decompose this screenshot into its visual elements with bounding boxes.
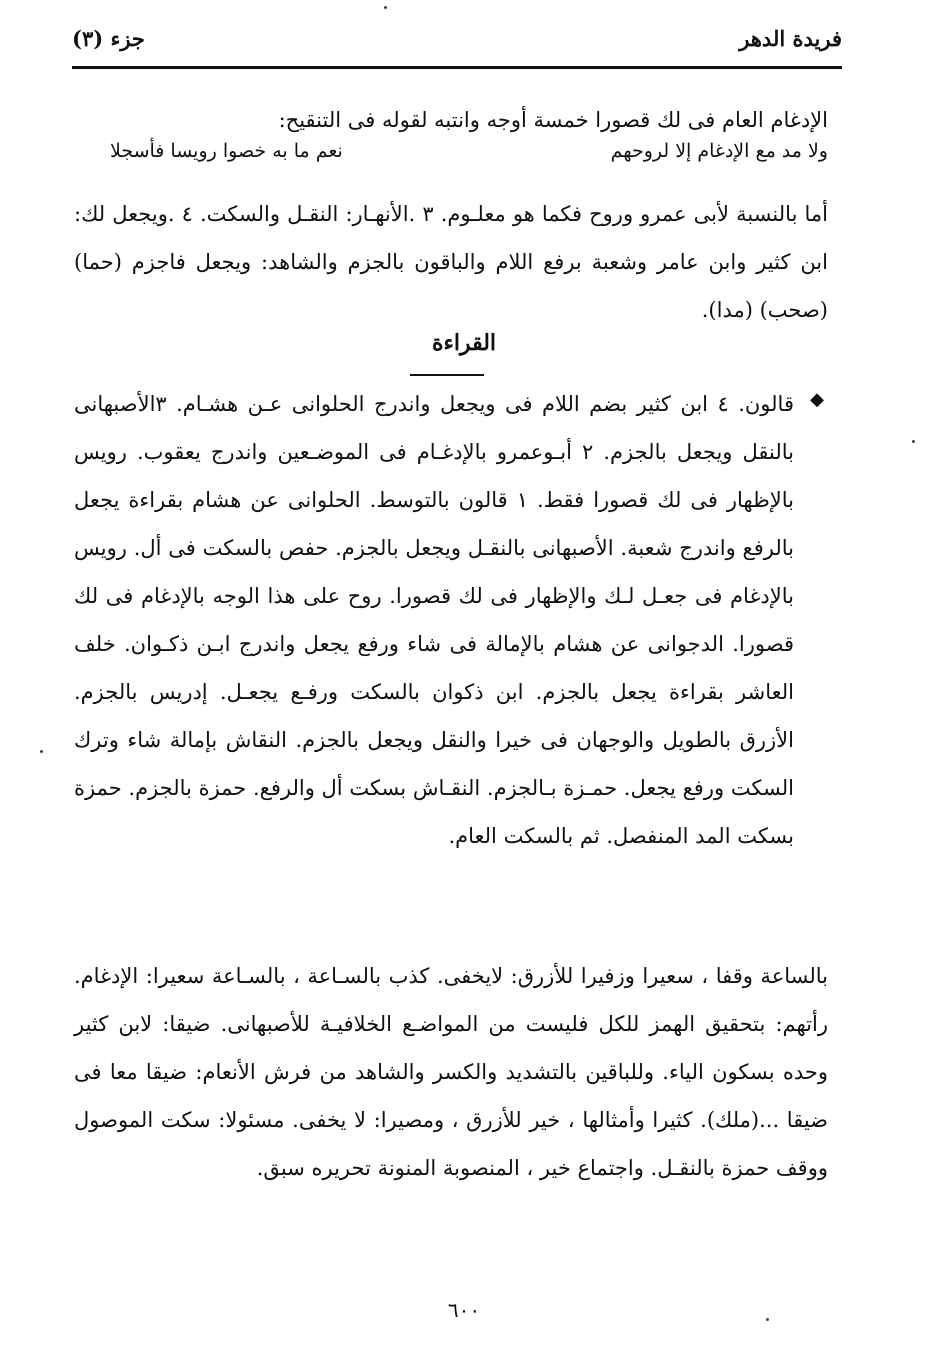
footnotes-paragraph-2: بالساعة وقفا ، سعيرا وزفيرا للأزرق: لايخفى. كذب بالسـاعة ، بالسـاعة سعيرا: الإدغام. رأتهم: بتحقيق الهمز للكل فليست من المواضـع الخلافيـة للأصبهانى. ضيقا: لابن كثير وحده بسكون الياء. وللباقين بالتشديد والكسر والشاهد من فرش الأنعام: ضيقا معا فى ضيقا ...(ملك). كثيرا وأمثالها ، خير للأزرق ، ومصيرا: لا يخفى. مسئولا: سكت الموصول ووقف حمزة بالنقـل. واجتماع خير ، المنصوبة المنونة تحريره سبق.: [74, 964, 828, 1180]
poem-verse: [110, 140, 828, 180]
section-heading: القراءة: [431, 330, 497, 356]
scan-speck: [766, 1318, 769, 1321]
heading-underline: [410, 374, 484, 376]
scan-speck: [384, 6, 387, 9]
poem-first-hemistich: ولا مد مع الإدغام إلا لروحهم: [610, 140, 828, 162]
footnotes-paragraph-1: أما بالنسبة لأبى عمرو وروح فكما هو معلـوم. ٣ .الأنهـار: النقـل والسكت. ٤ .ويجعل لك: ابن كثير وابن عامر وشعبة برفع اللام والباقون بالجزم والشاهد: ويجعل فاجزم (حما) (صحب) (مدا).: [74, 202, 828, 322]
book-title: فريدة الدهر: [739, 26, 842, 51]
intro-line: الإدغام العام فى لك قصورا خمسة أوجه وانتبه لقوله فى التنقيح:: [278, 108, 828, 132]
header-rule: [72, 66, 842, 69]
diamond-bullet-icon: ◆: [810, 389, 824, 410]
poem-second-hemistich: نعم ما به خصوا رويسا فأسجلا: [110, 140, 343, 162]
scan-speck: [40, 750, 43, 753]
reading-paragraph: قالون. ٤ ابن كثير بضم اللام فى ويجعل واندرج الحلوانى عـن هشـام. ٣الأصبهانى بالنقل ويجعل بالجزم. ٢ أبـوعمرو بالإدغـام فى الموضـعين واندرج يعقوب. رويس بالإظهار فى لك قصورا فقط. ١ قالون بالتوسط. الحلوانى عن هشام بقراءة يجعل بالرفع واندرج شعبة. الأصبهانى بالنقـل ويجعل بالجزم. حفص بالسكت فى أل. رويس بالإدغام فى جعـل لـك والإظهار فى لك قصورا. روح على هذا الوجه بالإدغام فى لك قصورا. الدجوانى عن هشام بالإمالة فى شاء ورفع يجعل واندرج ابـن ذكـوان. خلف العاشر بقراءة يجعل بالجزم. ابن ذكوان بالسكت ورفـع يجعـل. إدريس بالجزم. الأزرق بالطويل والوجهان فى خيرا والنقل ويجعل بالجزم. النقاش بإمالة شاء وترك السكت ورفع يجعل. حمـزة بـالجزم. النقـاش بسكت أل والرفع. حمزة بالجزم. حمزة بسكت المد المنفصل. ثم بالسكت العام.: [74, 392, 794, 848]
running-header: [72, 26, 842, 60]
page-number: ٦٠٠: [447, 1298, 481, 1322]
scan-speck: [912, 440, 915, 443]
part-number: جزء (٣): [72, 26, 145, 51]
